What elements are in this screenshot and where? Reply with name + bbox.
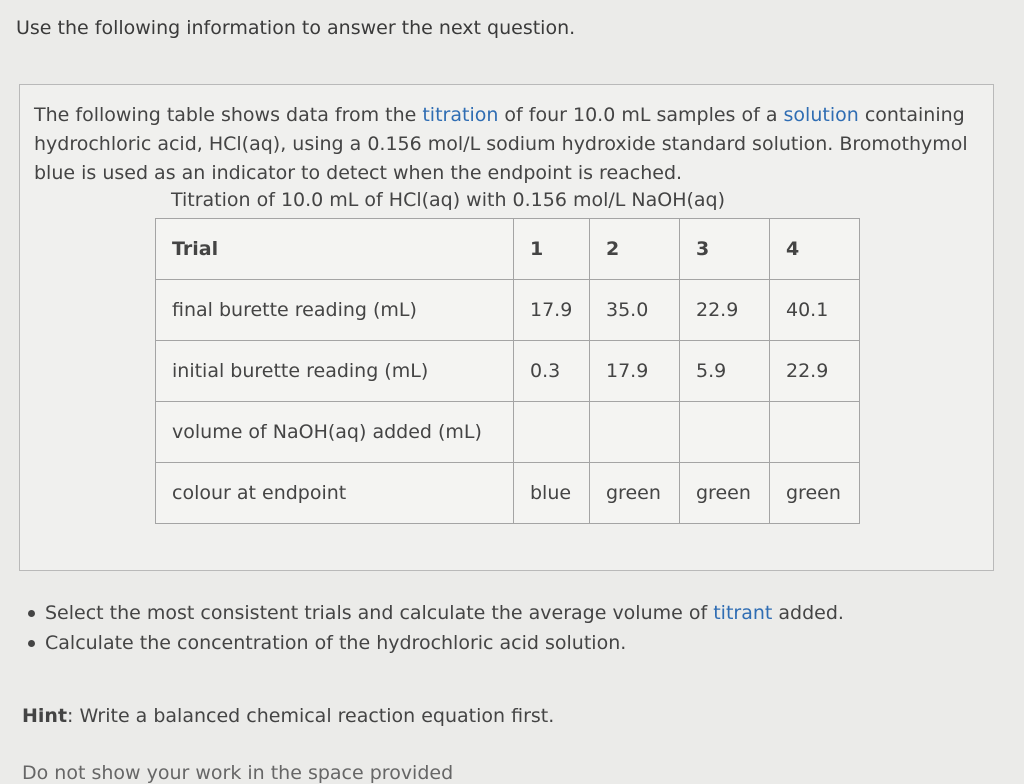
list-item: Calculate the concentration of the hydrochloric acid solution. bbox=[28, 628, 844, 658]
table-cell: green bbox=[680, 463, 770, 524]
table-cell: 40.1 bbox=[770, 280, 860, 341]
titration-table bbox=[155, 218, 860, 524]
table-cell: 5.9 bbox=[680, 341, 770, 402]
table-cell bbox=[680, 402, 770, 463]
row-label: colour at endpoint bbox=[156, 463, 514, 524]
table-row bbox=[156, 341, 860, 402]
instruction-1-part2: added. bbox=[772, 602, 844, 624]
table-cell: 17.9 bbox=[590, 341, 680, 402]
hint-label: Hint bbox=[22, 705, 68, 727]
titration-link[interactable]: titration bbox=[422, 104, 499, 126]
table-cell bbox=[770, 402, 860, 463]
row-label: final burette reading (mL) bbox=[156, 280, 514, 341]
table-caption bbox=[20, 189, 980, 211]
cutoff-note: Do not show your work in the space provided bbox=[22, 762, 454, 784]
description-paragraph bbox=[34, 101, 974, 188]
table-caption-text: Titration of 10.0 mL of HCl(aq) with 0.156 mol/L NaOH(aq) bbox=[170, 189, 726, 211]
hint-body: : Write a balanced chemical reaction equation first. bbox=[67, 705, 555, 727]
table-cell bbox=[514, 402, 590, 463]
table-header-row bbox=[156, 219, 860, 280]
table-cell: 22.9 bbox=[680, 280, 770, 341]
table-cell: 17.9 bbox=[514, 280, 590, 341]
paragraph-part2: of four 10.0 mL samples of a bbox=[498, 104, 784, 126]
header-trial-2: 2 bbox=[590, 219, 680, 280]
table-cell bbox=[590, 402, 680, 463]
intro-text: Use the following information to answer the next question. bbox=[16, 17, 576, 39]
table-cell: green bbox=[590, 463, 680, 524]
table-cell: blue bbox=[514, 463, 590, 524]
row-label: volume of NaOH(aq) added (mL) bbox=[156, 402, 514, 463]
titrant-link[interactable]: titrant bbox=[713, 602, 773, 624]
header-trial-3: 3 bbox=[680, 219, 770, 280]
paragraph-part3: containing hydrochloric acid, HCl(aq), using a 0.156 mol/L sodium hydroxide standard solution. Bromothymol blue is used as an indicator to detect when the endpoint is reached. bbox=[34, 104, 968, 184]
row-label: initial burette reading (mL) bbox=[156, 341, 514, 402]
header-trial-1: 1 bbox=[514, 219, 590, 280]
hint-text bbox=[22, 705, 554, 727]
instruction-1-part1: Select the most consistent trials and calculate the average volume of bbox=[45, 602, 714, 624]
table-cell: 22.9 bbox=[770, 341, 860, 402]
header-trial-4: 4 bbox=[770, 219, 860, 280]
paragraph-part1: The following table shows data from the bbox=[34, 104, 423, 126]
information-panel bbox=[19, 84, 994, 571]
table-row bbox=[156, 463, 860, 524]
table-cell: 0.3 bbox=[514, 341, 590, 402]
header-trial: Trial bbox=[156, 219, 514, 280]
table-row bbox=[156, 280, 860, 341]
instruction-list bbox=[28, 598, 844, 658]
table-cell: green bbox=[770, 463, 860, 524]
table-row bbox=[156, 402, 860, 463]
list-item bbox=[28, 598, 844, 628]
solution-link[interactable]: solution bbox=[783, 104, 859, 126]
table-cell: 35.0 bbox=[590, 280, 680, 341]
